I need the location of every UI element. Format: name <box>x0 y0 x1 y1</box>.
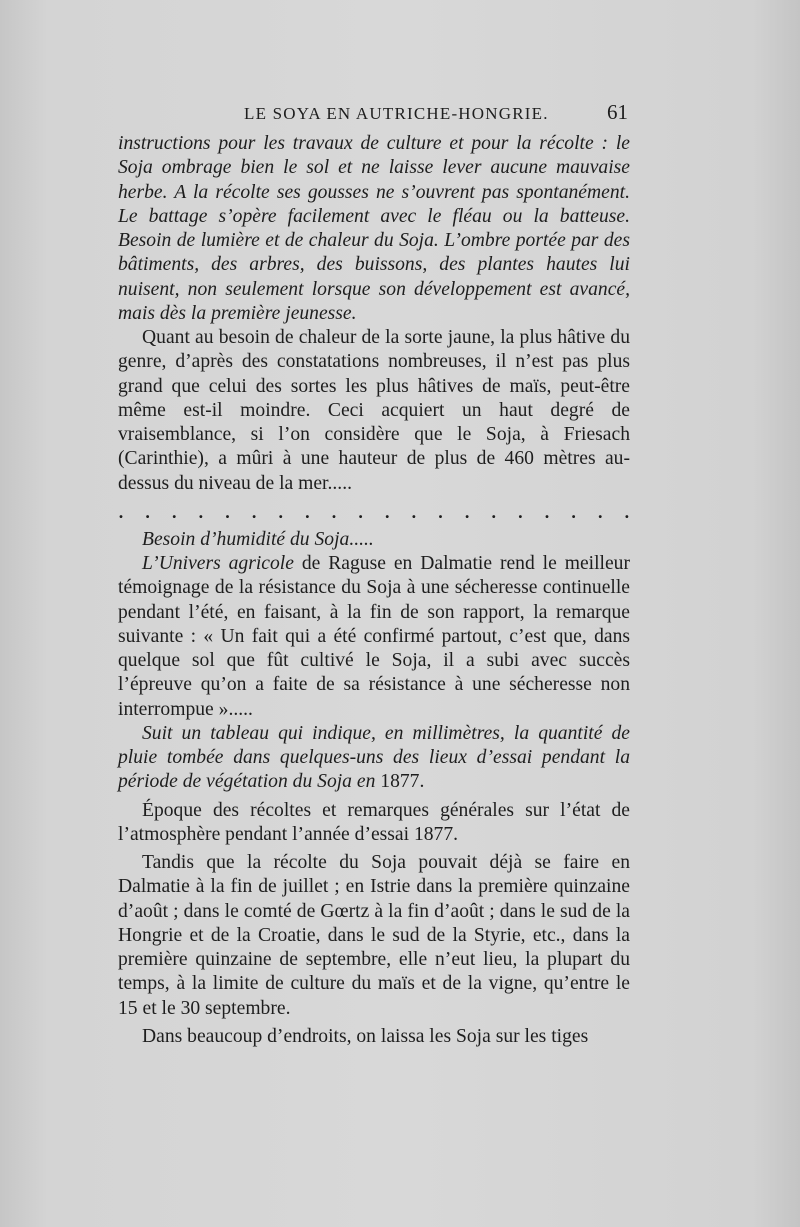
tableau-text: Suit un tableau qui indique, en millimètres, la quantité de pluie tombée dans quelques-uns des lieux d’essai pendant la période de végétation du Soja en <box>118 722 630 793</box>
paragraph-tandis: Tandis que la récolte du Soja pouvait déjà se faire en Dalmatie à la fin de juillet ; en Istrie dans la première quinzaine d’août ; dans le comté de Gœrtz à la fin d’août ; dans le sud de la Hongrie et de la Croatie, dans le sud de la Styrie, etc., dans la première quinzaine de septembre, elle n’eut lieu, la plupart du temps, à la limite de culture du maïs et de la vigne, qu’entre le 15 et le 30 septembre. <box>118 852 630 1019</box>
paragraph-univers-text: de Raguse en Dalmatie rend le meilleur témoignage de la résistance du Soja à une sécheresse continuelle pendant l’été, en faisant, à la fin de son rapport, la remarque suivante : « Un fait qui a été confirmé partout, c’est que, dans quelque sol que fût cultivé le Soja, il a subi avec succès l’épreuve qu’on a faite de sa résistance à une sécheresse non interrompue »..... <box>118 553 630 720</box>
body-text <box>118 132 630 1049</box>
journal-title: L’Univers agricole <box>142 553 294 574</box>
page-number: 61 <box>607 100 628 124</box>
section-heading-humidite: Besoin d’humidité du Soja..... <box>142 528 374 550</box>
running-title: LE SOYA EN AUTRICHE-HONGRIE. <box>244 104 549 123</box>
paragraph-dans-beaucoup: Dans beaucoup d’endroits, on laissa les Soja sur les tiges <box>142 1025 589 1047</box>
dotted-separator: . . . . . . . . . . . . . . . . . . . . <box>118 501 630 522</box>
paragraph-chaleur: Quant au besoin de chaleur de la sorte jaune, la plus hâtive du genre, d’après des constatations nombreuses, il n’est pas plus grand que celui des sortes les plus hâtives de maïs, peut-être même est-il moindre. Ceci acquiert un haut degré de vraisemblance, si l’on considère que le Soja, à Friesach (Carinthie), a mûri à une hauteur de plus de 460 mètres au-dessus du niveau de la mer..... <box>118 327 630 494</box>
paragraph-instructions: instructions pour les travaux de culture et pour la récolte : le Soja ombrage bien le sol et ne laisse lever aucune mauvaise herbe. A la récolte ses gousses ne s’ouvrent pas spontanément. Le battage s’opère facilement avec le fléau ou la batteuse. Besoin de lumière et de chaleur du Soja. L’ombre portée par des bâtiments, des arbres, des buissons, des plantes hautes lui nuisent, non seulement lorsque son développement est avancé, mais dès la première jeunesse. <box>118 133 630 324</box>
paragraph-tableau <box>118 722 630 795</box>
paragraph-epoque: Époque des récoltes et remarques générales sur l’état de l’atmosphère pendant l’année d’essai 1877. <box>118 799 630 845</box>
paragraph-univers-agricole <box>118 552 630 722</box>
running-head <box>118 100 630 128</box>
tableau-year: 1877. <box>375 771 425 793</box>
